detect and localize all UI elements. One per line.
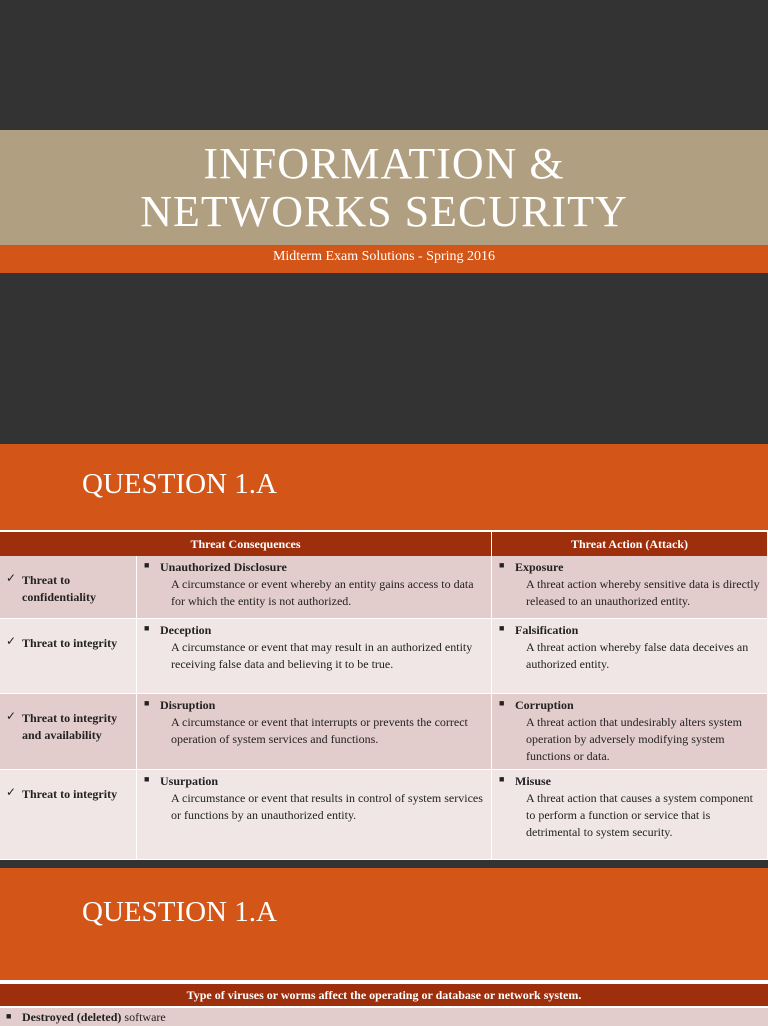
consequence-term: Unauthorized Disclosure — [160, 560, 287, 574]
bullet-icon: ■ — [144, 697, 150, 708]
bullet-icon: ■ — [499, 560, 505, 570]
slide-heading: QUESTION 1.A — [82, 896, 277, 928]
threat-category: ✓ Threat to integrity and availability — [0, 693, 137, 769]
action-term: Exposure — [515, 560, 564, 574]
action-cell — [492, 693, 768, 769]
virus-table-header: Type of viruses or worms affect the operating or database or network system. — [0, 984, 768, 1006]
bullet-icon: ■ — [144, 773, 150, 784]
title-line-2: NETWORKS SECURITY — [140, 187, 628, 236]
action-term: Corruption — [515, 697, 574, 712]
bullet-icon: ■ — [144, 560, 150, 570]
consequence-term: Usurpation — [160, 773, 219, 788]
action-cell — [492, 769, 768, 859]
threat-category: ✓ Threat to integrity — [0, 769, 137, 859]
action-description: A threat action whereby false data deceives an authorized entity. — [526, 639, 749, 671]
action-description: A threat action whereby sensitive data is directly released to an unauthorized entity. — [526, 577, 760, 608]
question-slide-viruses — [0, 860, 768, 1024]
bullet-icon: ■ — [144, 622, 150, 633]
checkmark-icon: ✓ — [6, 784, 17, 799]
consequence-cell — [137, 693, 492, 769]
bullet-icon: ■ — [499, 697, 505, 708]
slide-top-bar — [0, 860, 768, 868]
table-row — [0, 769, 768, 859]
table-row — [0, 618, 768, 693]
presentation-title — [0, 140, 768, 236]
threat-category: ✓ Threat to confidentiality — [0, 556, 137, 618]
question-slide-threats — [0, 432, 768, 860]
action-description: A threat action that causes a system component to perform a function or service that is detrimental to system security. — [526, 790, 753, 839]
slide-header — [0, 444, 768, 530]
action-term: Falsification — [515, 622, 579, 637]
action-description: A threat action that undesirably alters system operation by adversely modifying system functions or data. — [526, 714, 742, 763]
item-bold-text: Destroyed (deleted) — [22, 1010, 122, 1024]
title-slide — [0, 0, 768, 432]
consequence-cell — [137, 618, 492, 693]
item-text: software — [121, 1010, 166, 1024]
threats-table — [0, 532, 768, 860]
checkmark-icon: ✓ — [6, 708, 17, 723]
action-cell — [492, 556, 768, 618]
table-row — [0, 693, 768, 769]
consequence-term: Disruption — [160, 697, 216, 712]
table-row — [0, 556, 768, 618]
bullet-icon: ■ — [499, 773, 505, 784]
consequence-description: A circumstance or event that results in control of system services or functions by an unauthorized entity. — [171, 790, 483, 822]
slide-heading: QUESTION 1.A — [82, 468, 277, 500]
consequence-description: A circumstance or event that interrupts or prevents the correct operation of system services and functions. — [171, 714, 468, 746]
title-line-1: INFORMATION & — [203, 139, 565, 188]
threat-category: ✓ Threat to integrity — [0, 618, 137, 693]
column-header-consequences: Threat Consequences — [0, 532, 492, 556]
consequence-description: A circumstance or event whereby an entity gains access to data for which the entity is not authorized. — [171, 577, 474, 608]
slide-top-bar — [0, 432, 768, 444]
presentation-subtitle: Midterm Exam Solutions - Spring 2016 — [272, 249, 496, 264]
list-item — [0, 1008, 768, 1026]
consequence-cell — [137, 769, 492, 859]
checkmark-icon: ✓ — [6, 571, 17, 585]
consequence-description: A circumstance or event that may result in an authorized entity receiving false data and believing it to be true. — [171, 639, 473, 671]
bullet-icon: ■ — [499, 622, 505, 633]
action-cell — [492, 618, 768, 693]
checkmark-icon: ✓ — [6, 633, 17, 648]
bullet-icon: ■ — [6, 1011, 12, 1021]
action-term: Misuse — [515, 773, 551, 788]
consequence-cell — [137, 556, 492, 618]
column-header-action: Threat Action (Attack) — [492, 532, 768, 556]
slide-header — [0, 868, 768, 980]
consequence-term: Deception — [160, 622, 212, 637]
